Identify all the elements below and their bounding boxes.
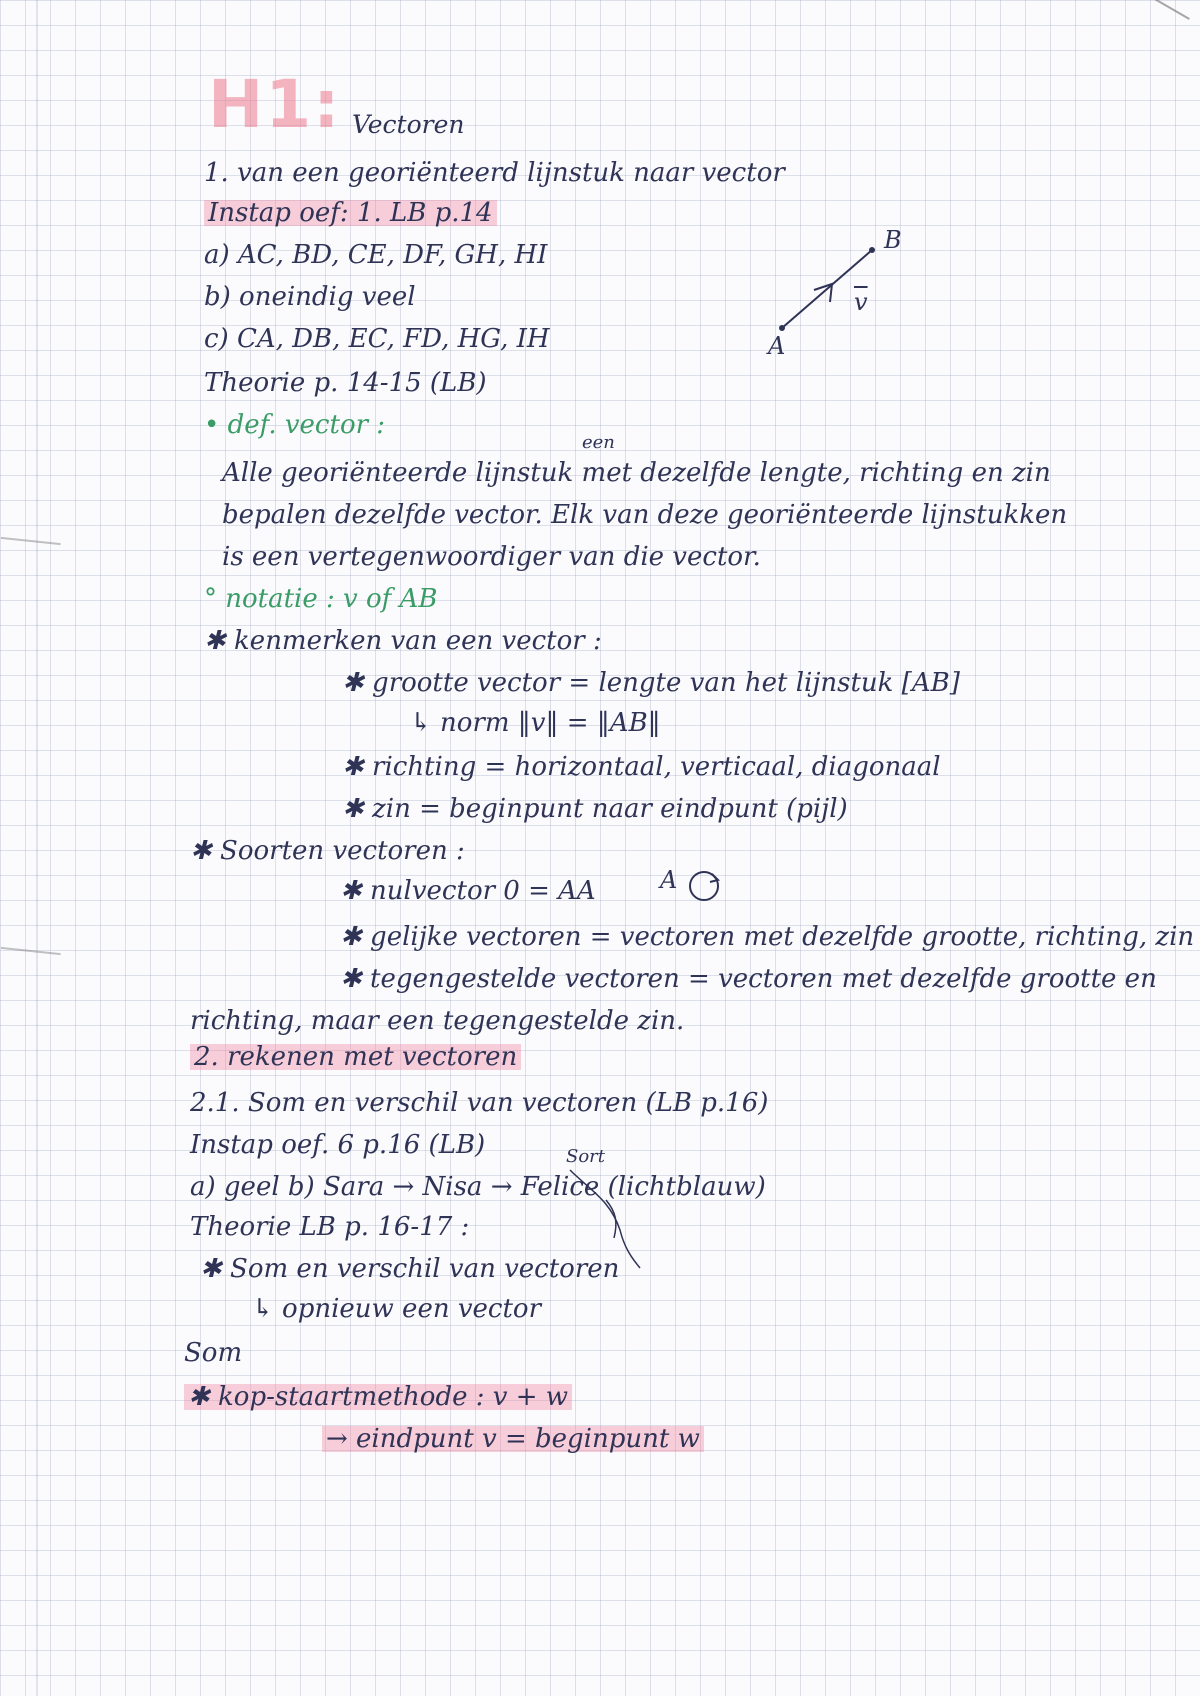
definition-line: is een vertegenwoordiger van die vector.: [222, 542, 761, 572]
section-2-heading-text: 2. rekenen met vectoren: [190, 1044, 521, 1070]
head-tail-method-text: ✱ kop-staartmethode : v + w: [184, 1384, 572, 1410]
sum-difference-heading: ✱ Som en verschil van vectoren: [200, 1254, 620, 1284]
answer-a: a) AC, BD, CE, DF, GH, HI: [204, 240, 548, 270]
answer-c: c) CA, DB, EC, FD, HG, IH: [204, 324, 550, 354]
definition-line: Alle georiënteerde lijnstuk met dezelfde lengte, richting en zin: [222, 458, 1051, 488]
theory-ref: Theorie p. 14-15 (LB): [204, 368, 487, 398]
section-2-heading: [190, 1044, 521, 1070]
nulvector-loop-sketch: [680, 866, 730, 906]
subsection-heading: 2.1. Som en verschil van vectoren (LB p.16): [190, 1088, 769, 1118]
answer-b: b) oneindig veel: [204, 282, 416, 312]
sum-difference-note: ↳ opnieuw een vector: [252, 1294, 542, 1324]
sum-heading: Som: [184, 1338, 243, 1368]
page-subtitle: Vectoren: [352, 110, 465, 139]
exercise-ref: [204, 200, 497, 226]
theory-ref-2: Theorie LB p. 16-17 :: [190, 1212, 470, 1242]
type-nulvector: ✱ nulvector 0 = AA: [340, 876, 596, 906]
section-heading: 1. van een georiënteerd lijnstuk naar vector: [204, 158, 785, 188]
head-tail-rule: [322, 1426, 704, 1452]
paper-tear-mark: [0, 947, 61, 969]
paper-tear-mark: [0, 537, 61, 559]
property-size: ✱ grootte vector = lengte van het lijnstuk [AB]: [342, 668, 960, 698]
property-norm: ↳ norm ‖v‖ = ‖AB‖: [410, 708, 661, 738]
type-opposite-continued: richting, maar een tegengestelde zin.: [190, 1006, 685, 1036]
nulvector-point-label: A: [660, 866, 678, 894]
insert-annotation: een: [582, 432, 615, 453]
head-tail-method: [184, 1384, 572, 1410]
notation-line: ° notatie : v of AB: [204, 584, 438, 614]
margin-line: [36, 0, 38, 1696]
type-equal: ✱ gelijke vectoren = vectoren met dezelfde grootte, richting, zin: [340, 922, 1195, 952]
point-b-label: B: [884, 226, 902, 254]
properties-heading: ✱ kenmerken van een vector :: [204, 626, 602, 656]
answer-ab: a) geel b) Sara → Nisa → Felice (lichtblauw): [190, 1172, 766, 1202]
property-sense: ✱ zin = beginpunt naar eindpunt (pijl): [342, 794, 848, 824]
definition-line: bepalen dezelfde vector. Elk van deze georiënteerde lijnstukken: [222, 500, 1068, 530]
exercise-ref-2: Instap oef. 6 p.16 (LB): [190, 1130, 486, 1160]
definition-heading: • def. vector :: [204, 410, 386, 440]
scribble-sketch: [560, 1160, 650, 1280]
point-a-label: A: [768, 332, 786, 360]
head-tail-rule-text: → eindpunt v = beginpunt w: [322, 1426, 704, 1452]
vector-v-label: $\overline{v}$: [854, 288, 868, 316]
types-heading: ✱ Soorten vectoren :: [190, 836, 465, 866]
type-opposite: ✱ tegengestelde vectoren = vectoren met dezelfde grootte en: [340, 964, 1157, 994]
corner-mark: [1154, 0, 1190, 20]
exercise-ref-text: Instap oef: 1. LB p.14: [204, 200, 497, 226]
sort-annotation: Sort: [566, 1146, 606, 1167]
property-direction: ✱ richting = horizontaal, verticaal, diagonaal: [342, 752, 941, 782]
page-title: H1:: [208, 66, 342, 143]
